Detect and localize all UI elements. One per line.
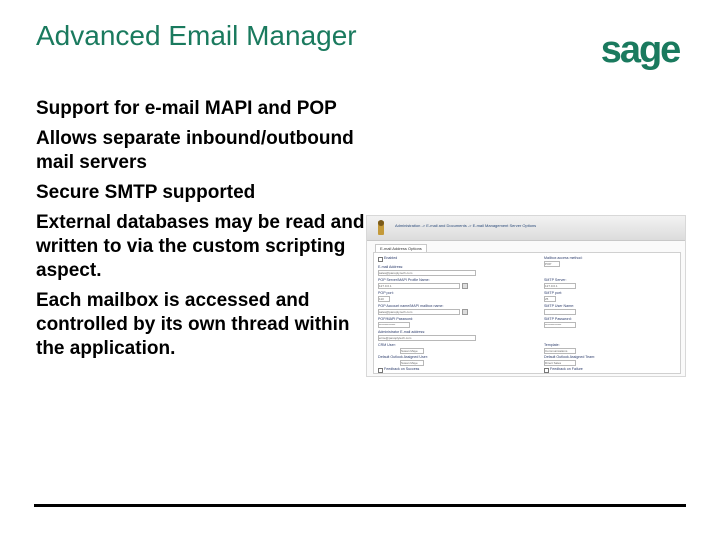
field-value: Susan Maye	[400, 348, 424, 354]
field-label: Mailbox access method:	[544, 256, 583, 260]
bullet-item: External databases may be read and written to via the custom scripting aspect.	[36, 212, 365, 281]
field-value: 127.0.0.1	[378, 283, 460, 289]
breadcrumb: Administration -> E-mail and Documents -> E-mail Management Server Options	[395, 223, 537, 228]
field-label: Feedback on Success	[384, 367, 420, 371]
field-label: POP Account name/MAPI mailbox name:	[378, 304, 444, 308]
field-label: Enabled	[384, 256, 398, 260]
field-value: sales@panoply.tech.com	[378, 270, 476, 276]
field-value	[544, 309, 576, 315]
field-label: Default Outlook Assigned User:	[378, 355, 428, 359]
field-label: SMTP Password:	[544, 317, 572, 321]
sage-logo	[592, 28, 688, 76]
footer-rule	[34, 504, 686, 507]
slide-title: Advanced Email Manager	[36, 20, 357, 51]
enabled-checkbox	[378, 257, 383, 262]
field-label: POP port:	[378, 291, 394, 295]
field-value: 110	[378, 296, 390, 302]
field-label: Default Outlook Assigned Team:	[544, 355, 596, 359]
field-label: CRM User:	[378, 343, 396, 347]
bullet-item: Secure SMTP supported	[36, 182, 256, 203]
options-panel	[373, 252, 681, 374]
field-label: SMTP port:	[544, 291, 563, 295]
field-label: SMTP User Name:	[544, 304, 575, 308]
field-value: ernie@panoplytech.com	[378, 335, 476, 341]
field-label: Template:	[544, 343, 560, 347]
admin-tools-icon	[373, 219, 389, 237]
field-value: 25	[544, 296, 556, 302]
field-value: **************	[378, 322, 410, 328]
field-value: Susan Maye	[400, 360, 424, 366]
dropdown-icon	[462, 309, 468, 315]
feedback-failure-checkbox	[544, 368, 549, 373]
bullet-item: Each mailbox is accessed and controlled by its own thread within the application.	[36, 290, 350, 359]
field-label: POP Server/MAPI Profile Name:	[378, 278, 430, 282]
field-label: Feedback on Failure	[550, 367, 583, 371]
email-options-screenshot	[366, 215, 686, 377]
field-value: POP	[544, 261, 560, 267]
tab-email-address-options: E-mail Address Options	[375, 244, 427, 253]
bullet-item: Allows separate inbound/outbound mail servers	[36, 128, 354, 173]
field-value: 127.0.0.1	[544, 283, 576, 289]
field-value: **************	[544, 322, 576, 328]
field-label: SMTP Server:	[544, 278, 567, 282]
bullet-item: Support for e-mail MAPI and POP	[36, 98, 337, 119]
field-label: POP/MAPI Password:	[378, 317, 414, 321]
field-value: Direct Sales	[544, 360, 576, 366]
field-label: E-mail Address:	[378, 265, 404, 269]
feedback-success-checkbox	[378, 368, 383, 373]
bullet-list	[36, 97, 366, 367]
field-label: Administrator E-mail address:	[378, 330, 426, 334]
sage-logo-text: sage	[600, 29, 680, 71]
field-value: sales@panoply.tech.com	[378, 309, 460, 315]
dropdown-icon	[462, 283, 468, 289]
screenshot-header	[367, 216, 685, 241]
field-value: Communications	[544, 348, 576, 354]
